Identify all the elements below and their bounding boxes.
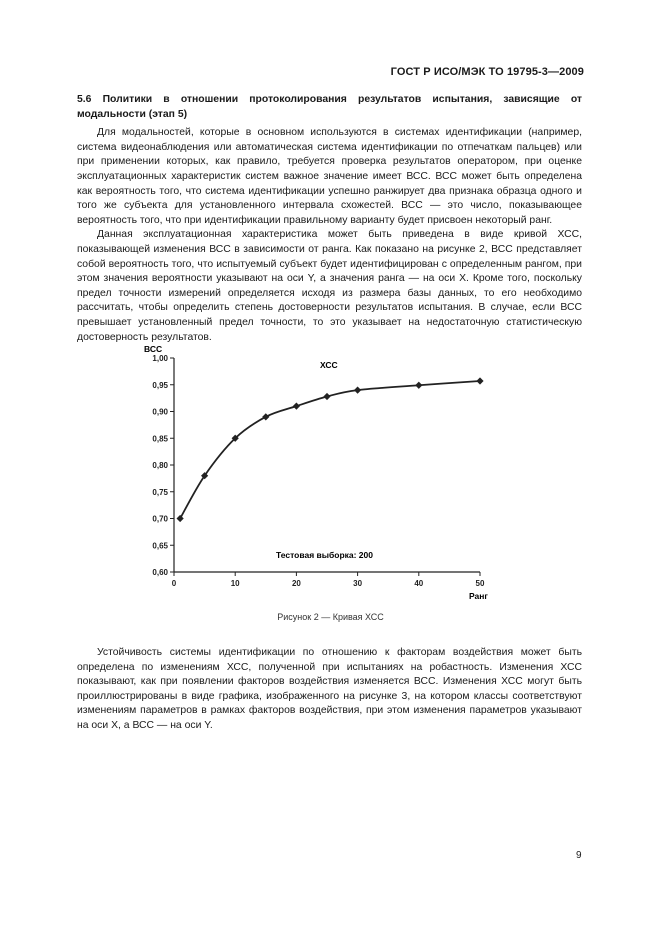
- y-tick-label: 0,75: [152, 487, 168, 497]
- paragraph-2: Данная эксплуатационная характеристика может быть приведена в виде кривой ХСС, показывающей изменения ВСС в зависимости от ранга. Как показано на рисунке 2, ВСС представляет собой вероятность того, что испытуемый субъект будет идентифицирован с определенным рангом, при этом значения вероятности указывают на оси Y, а значения ранга — на оси X. Кроме того, поскольку предел точности измерений определяется исходя из размера базы данных, то его необходимо рассчитать, чтобы определить степень достоверности результатов испытания. В случае, если ВСС превышает установленный предел точности, то это указывает на недостаточную статистическую достоверность результатов.: [77, 229, 582, 343]
- y-tick-label: 0,65: [152, 541, 168, 551]
- document-header-code: ГОСТ Р ИСО/МЭК ТО 19795-3—2009: [390, 66, 584, 78]
- xcc-curve-chart: [130, 338, 510, 608]
- y-tick-label: 1,00: [152, 354, 168, 363]
- x-axis-label: Ранг: [469, 591, 488, 601]
- x-tick-label: 40: [414, 579, 424, 588]
- paragraph-1: Для модальностей, которые в основном используются в системах идентификации (например, система видеонаблюдения или автоматическая система идентификации по отпечаткам пальцев) или при применении которых, как правило, требуется проверка результатов оператором, при оценке эксплуатационных характеристик систем важное значение имеет ВСС. ВСС может быть определена как вероятность того, что система идентификации успешно ранжирует два признака образца одного и того же субъекта для установленного интервала схожестей. ВСС — это число, показывающее вероятность того, что при идентификации правильному варианту будет присвоен некоторый ранг.: [77, 127, 582, 226]
- data-point-marker: [323, 393, 330, 400]
- y-axis-label: ВСС: [144, 344, 163, 354]
- x-tick-label: 20: [291, 579, 301, 588]
- chart-annotation: Тестовая выборка: 200: [276, 550, 373, 560]
- y-tick-label: 0,70: [152, 514, 168, 524]
- x-tick-label: 10: [230, 579, 240, 588]
- figure-2-chart: [130, 338, 510, 608]
- data-point-marker: [262, 413, 269, 420]
- data-point-marker: [354, 387, 361, 394]
- data-point-marker: [476, 377, 483, 384]
- data-point-marker: [415, 382, 422, 389]
- paragraph-3: Устойчивость системы идентификации по отношению к факторам воздействия может быть определена по изменениям ХСС, полученной при испытаниях на робастность. Изменения ХСС показывают, как при появлении факторов воздействия изменяется ВСС. Изменения ХСС могут быть проиллюстрированы в виде графика, изображенного на рисунке 3, на котором классы соответствуют изменениям параметров в рамках факторов воздействия, при этом изменения параметров указывают на оси X, а ВСС — на оси Y.: [77, 647, 582, 731]
- page-number: 9: [576, 850, 582, 861]
- section-continuation: [77, 646, 582, 734]
- section-title: 5.6 Политики в отношении протоколирования результатов испытания, зависящие от модальности (этап 5): [77, 94, 582, 120]
- y-tick-label: 0,95: [152, 380, 168, 390]
- section-5-6: [77, 93, 582, 345]
- chart-title: ХСС: [320, 360, 338, 370]
- y-tick-label: 0,80: [152, 461, 168, 470]
- chart-series: [177, 377, 484, 522]
- chart-axes: [174, 358, 480, 572]
- x-tick-label: 50: [475, 579, 485, 588]
- data-point-marker: [293, 403, 300, 410]
- y-tick-label: 0,90: [152, 407, 168, 417]
- data-point-marker: [177, 515, 184, 522]
- x-tick-label: 0: [171, 579, 177, 588]
- y-tick-label: 0,60: [152, 568, 168, 577]
- y-tick-label: 0,85: [152, 434, 168, 444]
- xcc-series-line: [180, 381, 480, 518]
- x-tick-label: 30: [353, 579, 363, 588]
- figure-caption: Рисунок 2 — Кривая ХСС: [277, 612, 384, 622]
